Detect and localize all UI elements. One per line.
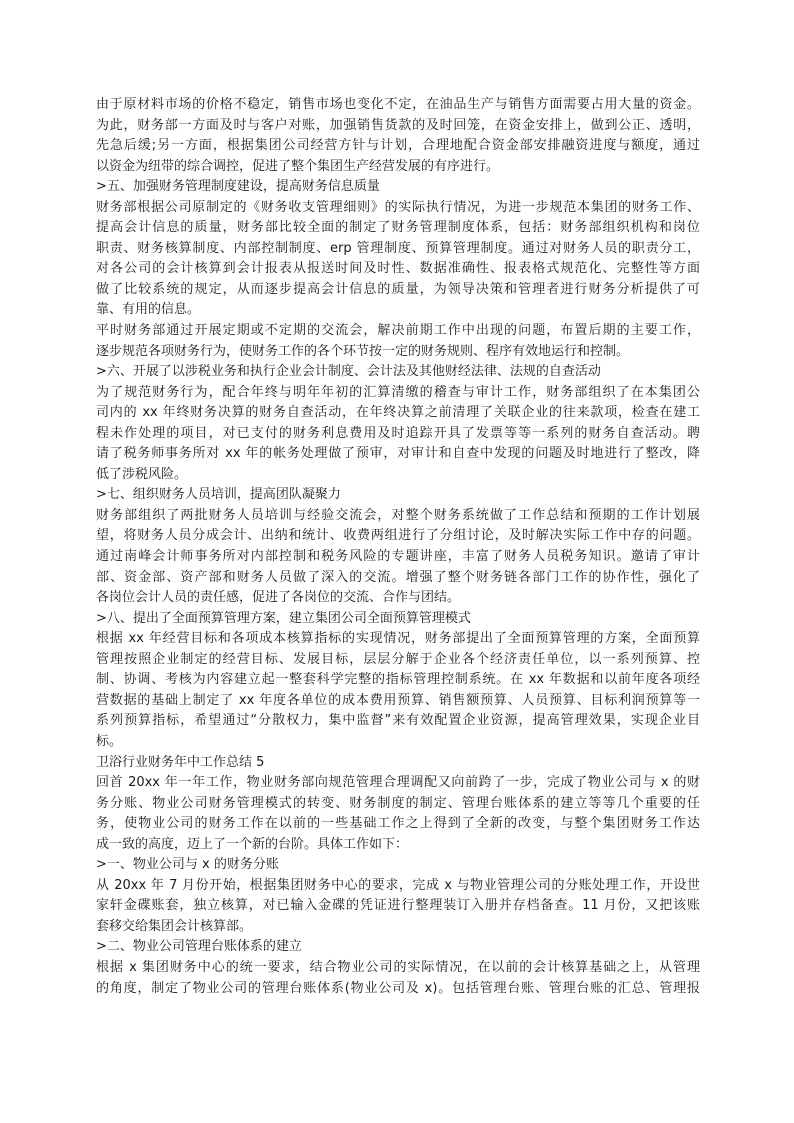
paragraph: [96, 198, 700, 321]
text-line: 家轩金碟账套，独立核算，对已输入金碟的凭证进行整理装订入册并存档备查。11 月份，又把该账: [96, 898, 700, 914]
text-line: 程未作处理的项目，对已支付的财务利息费用及时追踪开具了发票等等一系列的财务自查活动。聘: [96, 425, 700, 441]
paragraph: [96, 177, 700, 198]
paragraph: [96, 362, 700, 383]
text-line: 司内的 xx 年终财务决算的财务自查活动，在年终决算之前清理了关联企业的往来款项，检查在建工: [96, 405, 700, 421]
text-line: 成一致的高度，迈上了一个新的台阶。具体工作如下：: [96, 836, 409, 852]
paragraph: [96, 485, 700, 506]
text-line: >六、开展了以涉税业务和执行企业会计制度、会计法及其他财经法律、法规的自查活动: [96, 364, 601, 380]
text-line: 逐步规范各项财务行为，使财务工作的各个环节按一定的财务规则、程序有效地运行和控制。: [96, 343, 630, 359]
text-line: 平时财务部通过开展定期或不定期的交流会，解决前期工作中出现的问题，布置后期的主要工作，: [96, 323, 700, 339]
text-line: >七、组织财务人员培训，提高团队凝聚力: [96, 487, 341, 503]
paragraph: [96, 609, 700, 630]
text-line: 从 20xx 年 7 月份开始，根据集团财务中心的要求，完成 x 与物业管理公司的分账处理工作，开设世: [96, 877, 700, 893]
text-line: 先急后缓;另一方面，根据集团公司经营方针与计划，合理地配合资金部安排融资进度与额度，通过: [96, 138, 700, 154]
text-line: 由于原材料市场的价格不稳定，销售市场也变化不定，在油品生产与销售方面需要占用大量的资金。: [96, 97, 700, 112]
text-line: 低了涉税风险。: [96, 466, 188, 482]
text-line: 根据 x 集团财务中心的统一要求，结合物业公司的实际情况，在以前的会计核算基础之上，从管理: [96, 959, 700, 975]
text-line: 财务部组织了两批财务人员培训与经验交流会，对整个财务系统做了工作总结和预期的工作计划展: [96, 507, 700, 523]
text-line: >八、提出了全面预算管理方案，建立集团公司全面预算管理模式: [96, 610, 471, 626]
paragraph: [96, 321, 700, 362]
text-line: 财务部根据公司原制定的《财务收支管理细则》的实际执行情况，为进一步规范本集团的财务工作、: [96, 199, 700, 215]
text-line: 的角度，制定了物业公司的管理台账体系(物业公司及 x)。包括管理台账、管理台账的汇总、管理报: [96, 980, 700, 996]
text-line: 对各公司的会计核算到会计报表从报送时间及时性、数据准确性、报表格式规范化、完整性等方面: [96, 261, 700, 277]
text-line: 部、资金部、资产部和财务人员做了深入的交流。增强了整个财务链各部门工作的协作性，强化了: [96, 569, 700, 585]
paragraph: [96, 506, 700, 609]
text-line: 务分账、物业公司财务管理模式的转变、财务制度的制定、管理台账体系的建立等等几个重要的任: [96, 795, 700, 811]
paragraph: [96, 383, 700, 486]
paragraph: [96, 773, 700, 855]
paragraph: [96, 95, 700, 177]
text-line: 套移交给集团会计核算部。: [96, 918, 253, 934]
text-line: 务，使物业公司的财务工作在以前的一些基础工作之上得到了全新的改变，与整个集团财务工作达: [96, 816, 700, 832]
text-line: 做了比较系统的规定，从而逐步提高会计信息的质量，为领导决策和管理者进行财务分析提供了可: [96, 281, 700, 297]
text-line: 系列预算指标，希望通过“分散权力，集中监督”来有效配置企业资源，提高管理效果，实现企业目: [96, 713, 700, 729]
text-line: 请了税务师事务所对 xx 年的帐务处理做了预审，对审计和自查中发现的问题及时地进行了整改，降: [96, 446, 700, 462]
text-line: >二、物业公司管理台账体系的建立: [96, 939, 302, 955]
text-line: 靠、有用的信息。: [96, 302, 201, 318]
text-line: 以资金为纽带的综合调控，促进了整个集团生产经营发展的有序进行。: [96, 158, 500, 174]
paragraph: [96, 937, 700, 958]
text-line: 标。: [96, 733, 123, 749]
text-line: 制、协调、考核为内容建立起一整套科学完整的指标管理控制系统。在 xx 年数据和以前年度各项经: [96, 672, 700, 688]
text-line: 职责、财务核算制度、内部控制制度、erp 管理制度、预算管理制度。通过对财务人员的职责分工，: [96, 240, 700, 256]
text-line: >五、加强财务管理制度建设，提高财务信息质量: [96, 179, 380, 195]
paragraph: [96, 753, 700, 774]
paragraph: [96, 876, 700, 938]
text-line: 通过南峰会计师事务所对内部控制和税务风险的专题讲座，丰富了财务人员税务知识。邀请了审计: [96, 549, 700, 565]
text-line: 为了规范财务行为，配合年终与明年年初的汇算清缴的稽查与审计工作，财务部组织了在本集团公: [96, 384, 700, 400]
text-line: 回首 20xx 年一年工作，物业财务部向规范管理合理调配又向前跨了一步，完成了物业公司与 x 的财: [96, 775, 700, 791]
paragraph: [96, 958, 700, 999]
text-line: 提高会计信息的质量，财务部比较全面的制定了财务管理制度体系，包括：财务部组织机构和岗位: [96, 220, 700, 236]
paragraph: [96, 855, 700, 876]
document-body: [96, 95, 700, 999]
text-line: 各岗位会计人员的责任感，促进了各岗位的交流、合作与团结。: [96, 590, 461, 606]
text-line: 营数据的基础上制定了 xx 年度各单位的成本费用预算、销售额预算、人员预算、目标利润预算等一: [96, 692, 700, 708]
text-line: 管理按照企业制定的经营目标、发展目标，层层分解于企业各个经济责任单位，以一系列预算、控: [96, 651, 700, 667]
text-line: 卫浴行业财务年中工作总结 5: [96, 754, 265, 770]
text-line: 根据 xx 年经营目标和各项成本核算指标的实现情况，财务部提出了全面预算管理的方案，全面预算: [96, 631, 700, 647]
paragraph: [96, 629, 700, 752]
text-line: 望，将财务人员分成会计、出纳和统计、收费两组进行了分组讨论，及时解决实际工作中存的问题。: [96, 528, 700, 544]
text-line: >一、物业公司与 x 的财务分账: [96, 857, 279, 873]
text-line: 为此，财务部一方面及时与客户对账，加强销售货款的及时回笼，在资金安排上，做到公正、透明，: [96, 117, 700, 133]
